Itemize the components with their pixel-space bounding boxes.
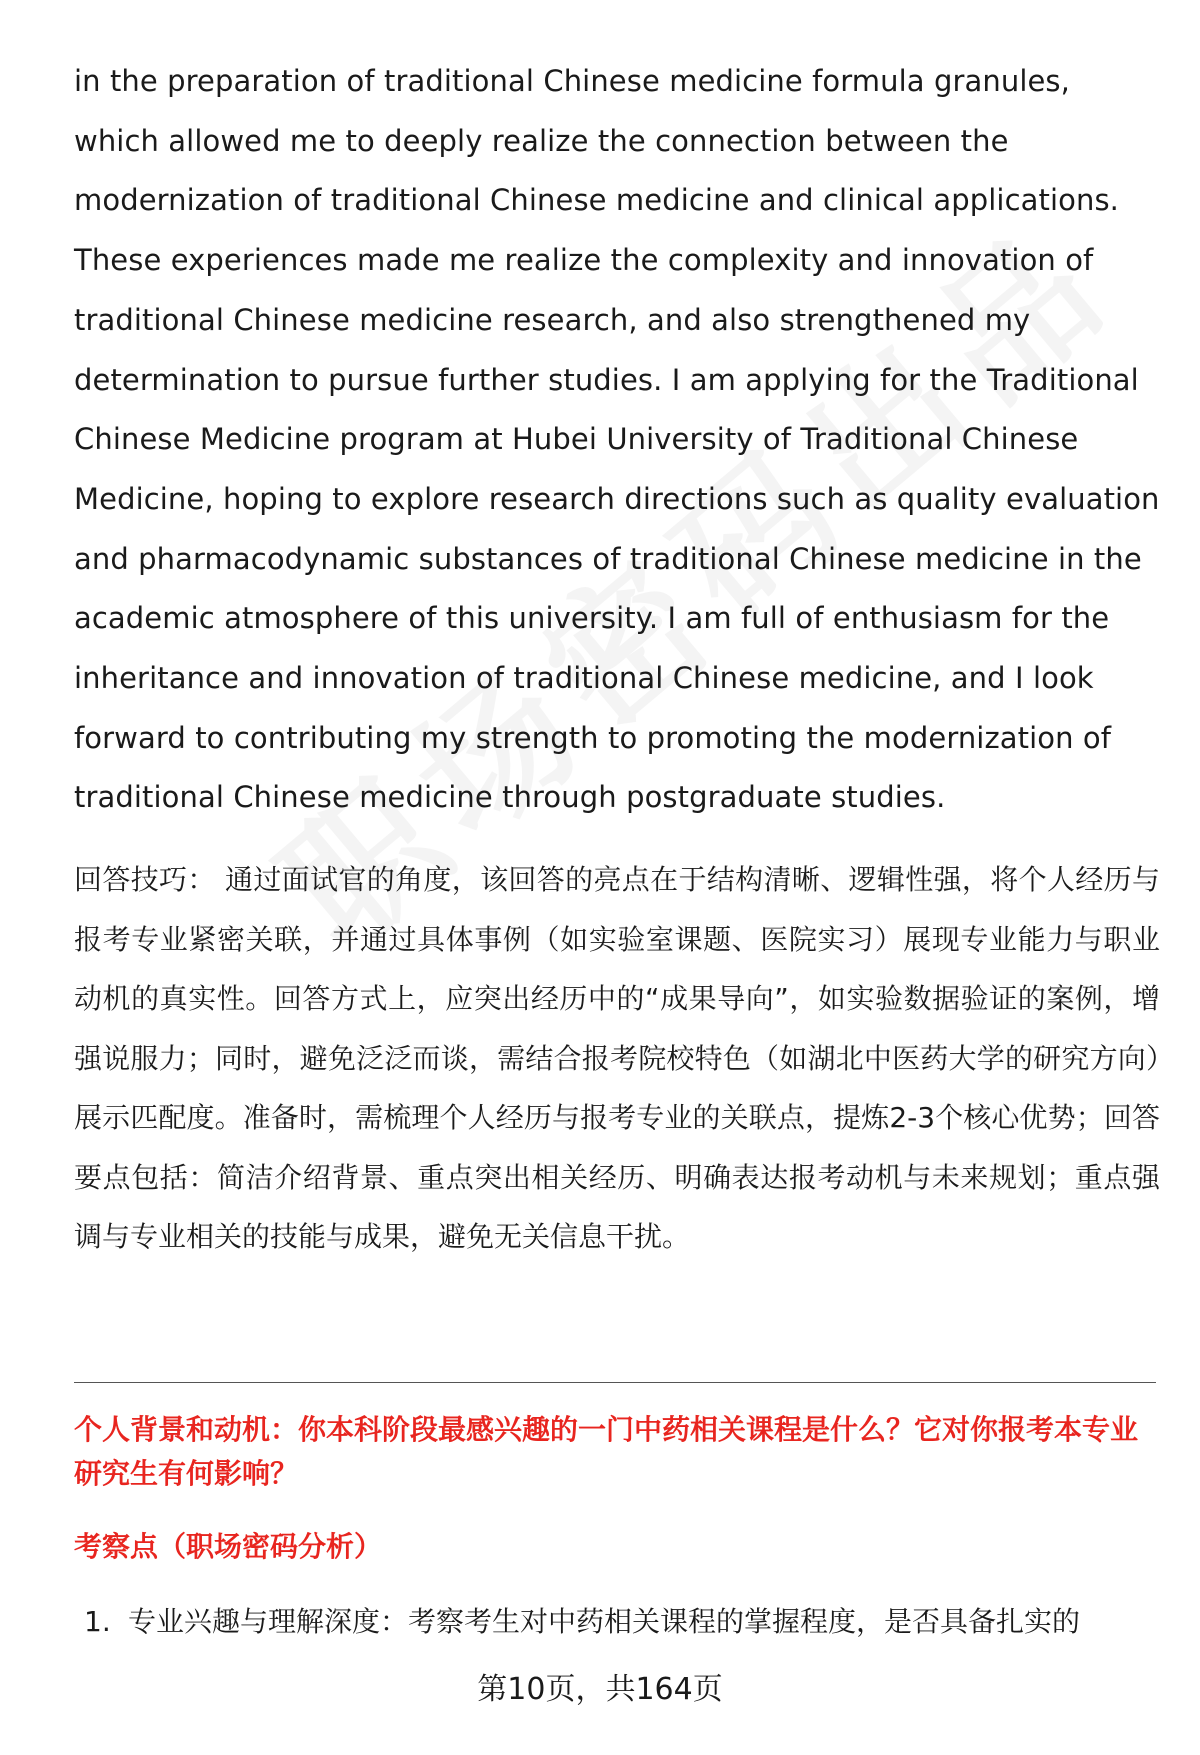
list-item-text: 专业兴趣与理解深度：考察考生对中药相关课程的掌握程度，是否具备扎实的 (128, 1605, 1081, 1638)
interview-question: 个人背景和动机：你本科阶段最感兴趣的一门中药相关课程是什么？它对你报考本专业研究生有何影响？ (74, 1413, 1139, 1490)
assessment-points-heading: 考察点（职场密码分析） (74, 1530, 383, 1563)
section-divider (74, 1382, 1156, 1383)
page-number: 第10页，共164页 (477, 1672, 723, 1707)
answer-tips-paragraph: 回答技巧： 通过面试官的角度，该回答的亮点在于结构清晰、逻辑性强，将个人经历与报考专业紧密关联，并通过具体事例（如实验室课题、医院实习）展现专业能力与职业动机的真实性。回答方式上，应突出经历中的“成果导向”，如实验数据验证的案例，增强说服力；同时，避免泛泛而谈，需结合报考院校特色（如湖北中医药大学的研究方向）展示匹配度。准备时，需梳理个人经历与报考专业的关联点，提炼2-3个核心优势；回答要点包括：简洁介绍背景、重点突出相关经历、明确表达报考动机与未来规划；重点强调与专业相关的技能与成果，避免无关信息干扰。 (74, 863, 1160, 1254)
document-body (74, 52, 1160, 1267)
english-answer-paragraph: in the preparation of traditional Chinese medicine formula granules, which allowed me to deeply realize the connection between the modernization of traditional Chinese medicine and clinical applications. These experiences made me realize the complexity and innovation of traditional Chinese medicine research, and also strengthened my determination to pursue further studies. I am applying for the Traditional Chinese Medicine program at Hubei University of Traditional Chinese Medicine, hoping to explore research directions such as quality evaluation and pharmacodynamic substances of traditional Chinese medicine in the academic atmosphere of this university. I am full of enthusiasm for the inheritance and innovation of traditional Chinese medicine, and I look forward to contributing my strength to promoting the modernization of traditional Chinese medicine through postgraduate studies. (74, 64, 1160, 815)
list-item (84, 1600, 1160, 1644)
list-item-marker: 1. (84, 1605, 111, 1638)
